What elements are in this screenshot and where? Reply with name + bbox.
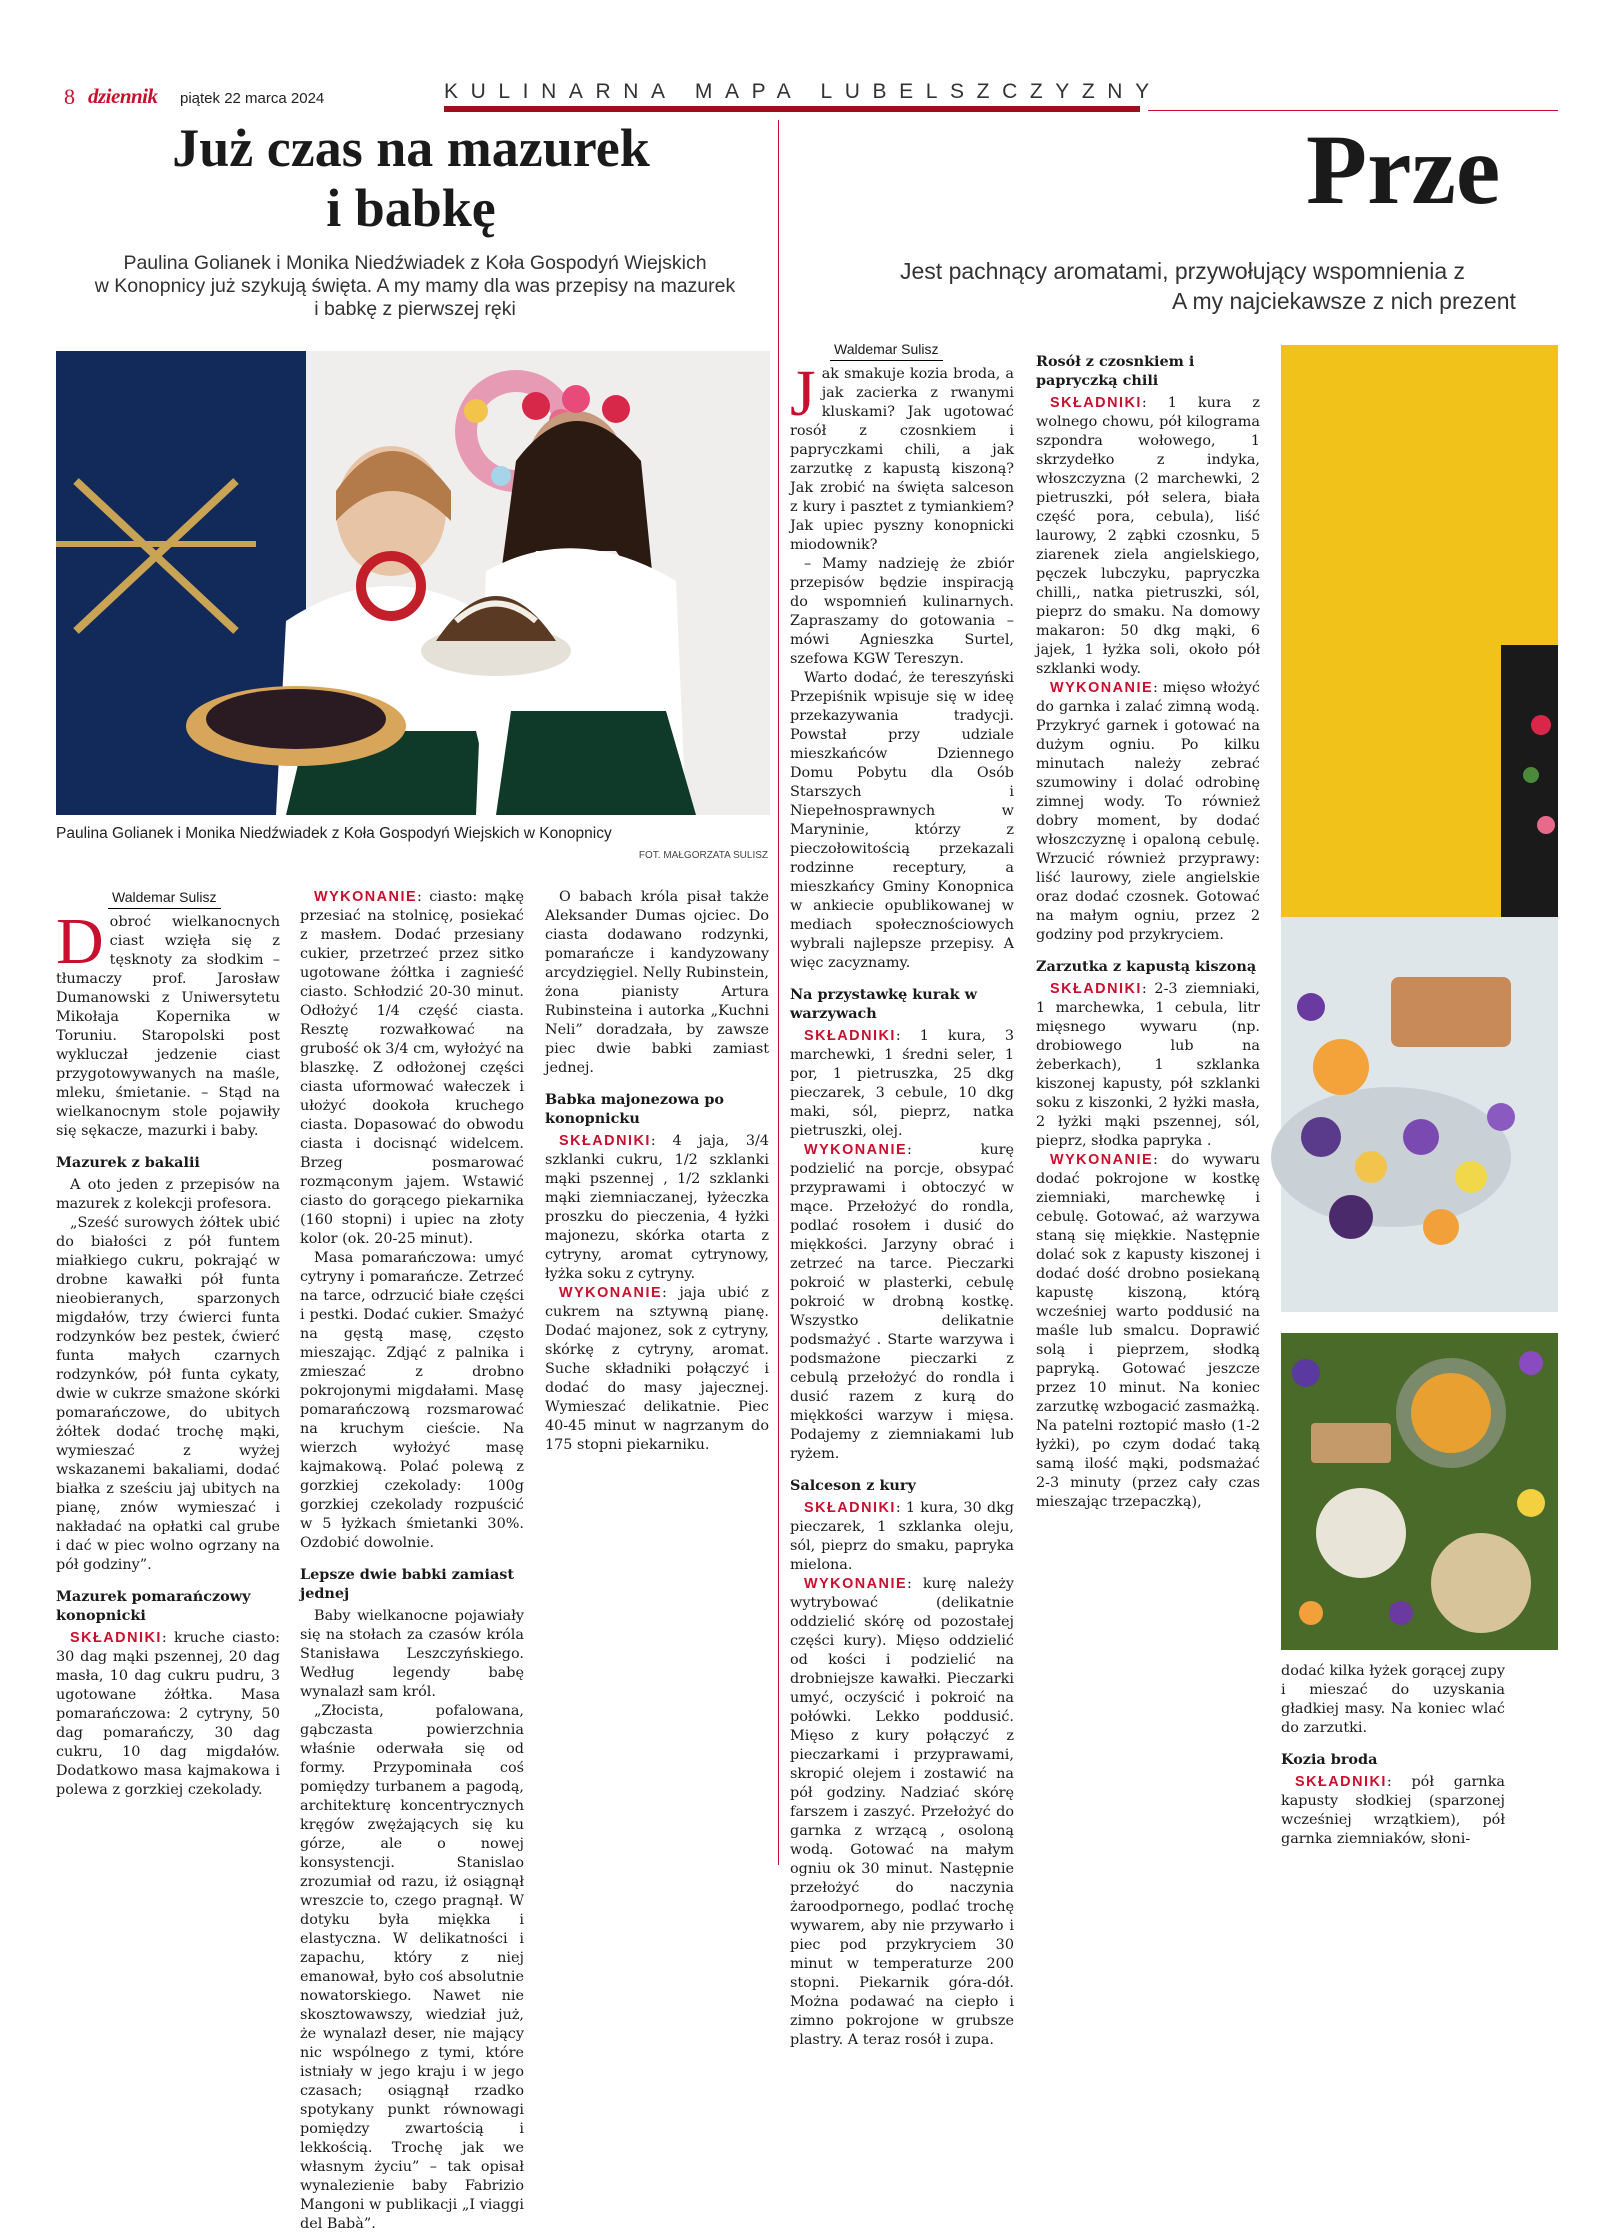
recipe-ingredients: : 1 kura, 3 marchewki, 1 średni seler, 1 por, 1 pietruszka, 25 dkg pieczarek, 3 cebule, 10 dkg maki, sól, pieprz, natka pietruszki, olej. [790,1028,1014,1139]
text-column [300,888,524,2234]
recipe-steps: : kurę należy wytrybować (delikatnie oddzielić skórę od pozostałej części kury). Mięso oddzielić od kości i podzielić na drobniejsze kawałki. Pieczarki umyć, oczyścić i pokroić na połówki. Lekko poddusić. Mięso z kury połączyć z pieczarkami i przyprawami, skropić olejem i zostawić na pół godziny. Nadziać skórę farszem i zaszyć. Przełożyć do garnka z wrzącą , osoloną wodą. Gotować na małym ogniu ok 30 minut. Następnie przełożyć do naczynia żaroodpornego, podlać trochę wywarem, aby nie przywarło i piec pod przykryciem 30 minut w temperaturze 200 stopni. Piekarnik góra-dół. Można podawać na ciepło i zimno pokrojone w grubsze plastry. A teraz rosół i zupa. [790,1576,1014,2048]
headline-line: i babkę [326,178,496,238]
photo-yellow-portrait [1281,345,1558,917]
subheading: Salceson z kury [790,1477,916,1494]
subheading: Na przystawkę kurak w warzywach [790,986,977,1022]
text-column [1036,340,1260,1512]
paragraph: Masa pomarańczowa: umyć cytryny i pomarańcze. Zetrzeć na tarce, odrzucić białe części i pestki. Dodać cukier. Smażyć na gęstą masę, często mieszając. Zdjąć z palnika i zmieszać z drobno pokrojonymi migdałami. Masę pomarańczową rozsmarować na kruchym cieście. Na wierzch wyłożyć masę kajmakową. Polać polewą z gorzkiej czekolady: 100g gorzkiej czekolady rozpuścić w 5 łyżkach śmietanki 30%. Ozdobić dowolnie. [300,1250,524,1551]
paragraph: Warto dodać, że tereszyński Przepiśnik wpisuje się w ideę przekazywania tradycji. Powstał przy udziale mieszkańców Dziennego Domu Pobytu dla Osób Starszych i Niepełnosprawnych w Maryninie, którzy z pieczołowitością przekazali rodzinne receptury, a mieszkańcy Gminy Konopnica w ankiecie opublikowanej w mediach społecznościowych wybrali najlepsze przepisy. A więc zacyznamy. [790,670,1014,971]
keyword-label: SKŁADNIKI [70,1630,162,1646]
photo-caption: Paulina Golianek i Monika Niedźwiadek z Koła Gospodyń Wiejskich w Konopnicy [56,825,612,842]
keyword-label: WYKONANIE [314,889,418,905]
recipe-ingredients: : pół garnka kapusty słodkiej (sparzonej wcześniej wrzątkiem), pół garnka ziemniaków, słoni- [1281,1774,1505,1847]
intro-text: obroć wielkanocnych ciast wzięła się z tęsknoty za słodkim – tłumaczy prof. Jarosław Dumanowski z Uniwersytetu Mikołaja Kopernika w Toruniu. Staropolski post wykluczał jedzenie ciast przygotowywanych na maśle, mleku, śmietanie. – Stąd na wielkanocnym stole pojawiły się sękacze, mazurki i baby. [56,914,280,1139]
subheading: Kozia broda [1281,1751,1378,1768]
keyword-label: SKŁADNIKI [804,1028,896,1044]
keyword-label: WYKONANIE [804,1576,908,1592]
byline: Waldemar Sulisz [830,340,943,361]
recipe-steps: : jaja ubić z cukrem na sztywną pianę. Dodać majonez, sok z cytryny, skórkę z cytryny, aromat. Suche składniki połączyć i dodać do masy jajecznej. Wymieszać delikatnie. Piec 40-45 minut w nagrzanym do 175 stopni piekarniku. [545,1285,769,1453]
section-rule [444,106,1140,112]
paragraph: Baby wielkanocne pojawiały się na stołach za czasów króla Stanisława Leszczyńskiego. Według legendy babę wynalazł sam król. [300,1608,524,1700]
headline-line: Już czas na mazurek [172,118,650,178]
paragraph: „Sześć surowych żółtek ubić do białości z pół funtem miałkiego cukru, pokrająć w drobne kawałki pół funta nieobieranych, sparzonych migdałów, trzy ćwierci funta rodzynków bez pestek, ćwierć funta małych czarnych rodzynków, pół funta cykaty, dwie w cukrze smażone skórki pomarańczowe, do ubitych żółtek dodać trochę mąki, wymieszać z wyżej wskazanemi bakaliami, dodać białka z sześciu jaj ubitych na pianę, znów wymieszać i nakładać na opłatki cal grube i dać w piec wolno ogrzany na pół godziny”. [56,1215,280,1573]
keyword-label: SKŁADNIKI [1050,395,1142,411]
lede-line: Jest pachnący aromatami, przywołujący wspomnienia z [900,258,1466,284]
recipe-ingredients: : 1 kura, 30 dkg pieczarek, 1 szklanka oleju, sól, pieprz do smaku, papryka mielona. [790,1500,1014,1573]
lede-line: w Konopnicy już szykują święta. A my mamy dla was przepisy na mazurek [94,275,736,297]
newspaper-logo: dziennik [88,84,158,108]
keyword-label: SKŁADNIKI [1050,981,1142,997]
keyword-label: WYKONANIE [559,1285,663,1301]
byline: Waldemar Sulisz [108,888,221,909]
paragraph: dodać kilka łyżek gorącej zupy i mieszać do uzyskania gładkiej masy. Na koniec wlać do zarzutki. [1281,1663,1505,1736]
subheading: Lepsze dwie babki zamiast jednej [300,1566,515,1602]
subheading: Mazurek z bakalii [56,1154,200,1171]
keyword-label: WYKONANIE [1050,1152,1154,1168]
recipe-steps: : kurę podzielić na porcje, obsypać przyprawami i obtoczyć w mące. Przełożyć do rondla, podlać rosołem i dusić do miękkości. Jarzyny obrać i zetrzeć na tarce. Pieczarki pokroić w plasterki, cebulę pokroić w drobną kostkę. Wszystko delikatnie podsmażyć . Starte warzywa i podsmażone pieczarki z cebulą przełożyć do rondla i dusić razem z kurą do miękkości warzyw i mięsa. Podajemy z ziemniakami lub ryżem. [790,1142,1014,1462]
subheading: Zarzutka z kapustą kiszoną [1036,958,1257,975]
recipe-steps: : do wywaru dodać pokrojone w kostkę ziemniaki, marchewkę i cebulę. Gotować, aż warzywa staną się miękkie. Następnie dolać sok z kapusty kiszonej i dodać dość drobno posiekaną kapustę kiszoną, którą wcześniej warto poddusić na maśle lub smalcu. Doprawić solą i pieprzem, słodką papryką. Gotować jeszcze przez 10 minut. Na koniec zarzutkę wzbogacić zasmażką. Na patelni roztopić masło (1-2 łyżki), po czym dodać taką samą ilość mąki, podsmażać 2-3 minuty (przez cały czas mieszając trzepaczką), [1036,1152,1260,1510]
recipe-ingredients: : 1 kura z wolnego chowu, pół kilograma szpondra wołowego, 1 skrzydełko z indyka, włoszczyzna (2 marchewki, 2 pietruszki, pół selera, biała część pora, cebula), liść laurowy, 2 ząbki czosnku, 5 ziarenek ziela angielskiego, pęczek lubczyku, papryczka chilli,, natka pietruszki, sól, pieprz do smaku. Na domowy makaron: 50 dkg mąki, 6 jajek, 1 łyżka soli, około pół szklanki wody. [1036,395,1260,677]
keyword-label: SKŁADNIKI [804,1500,896,1516]
article-headline [56,118,766,238]
keyword-label: SKŁADNIKI [1295,1774,1387,1790]
paragraph: O babach króla pisał także Aleksander Dumas ojciec. Do ciasta dodawano rodzynki, pomarańcze i kandyzowany arcydzięgiel. Nelly Rubinstein, żona pianisty Artura Rubinsteina i autorka „Kuchni Neli” doradzała, by zawsze piec dwie babki zamiast jednej. [545,889,769,1076]
page-divider [778,120,779,1865]
recipe-ingredients: : kruche ciasto: 30 dag mąki pszennej, 20 dag masła, 10 dag cukru pudru, 3 ugotowane żółtka. Masa pomarańczowa: 2 cytryny, 50 dag pomarańczy, 30 dag cukru, 10 dag migdałów. Dodatkowo masa kajmakowa i polewa z gorzkiej czekolady. [56,1630,280,1798]
lede-line: Paulina Golianek i Monika Niedźwiadek z Koła Gospodyń Wiejskich [123,252,707,274]
paragraph: „Złocista, pofalowana, gąbczasta powierzchnia właśnie oderwała się od formy. Przypominała coś pomiędzy turbanem a pagodą, architekturę koncentrycznych kręgów zwężających się ku górze, ale o nowej konsystencji. Stanislao zrozumiał od razu, iż osiągnął wreszcie to, czego pragnął. W dotyku była miękka i elastyczna. W delikatności i zapachu, który z niej emanował, było coś absolutnie nowatorskiego. Nawet nie skosztowawszy, wiedział już, że wynalazł deser, nie mający nic wspólnego z tymi, które istniały w jego kraju i w jego czasach; osiągnął rzadko spotykany punkt równowagi pomiędzy zwartością i lekkością. Trochę jak we własnym życiu” – tak opisał wynalezienie baby Fabrizio Mangoni w publikacji „I viaggi del Babà”. [300,1703,524,2232]
photo-flower-food [1281,917,1558,1312]
article-headline-2: Prze [1306,114,1501,225]
intro-text: ak smakuje kozia broda, a jak zacierka z rwanymi kluskami? Jak ugotować rosół z czosnkiem i papryczkami chili, a jak zarzutkę z kapustą kiszoną? Jak zrobić na święta salceson z kury i pasztet z tymiankiem? Jak upiec pyszny konopnicki miodownik? [790,366,1014,553]
drop-cap: J [790,357,816,430]
keyword-label: WYKONANIE [1050,680,1154,696]
article-lede-2 [900,256,1600,316]
header-rule [1148,110,1558,111]
subheading: Mazurek pomarańczowy konopnicki [56,1588,251,1624]
text-column [56,888,280,1800]
section-title: KULINARNA MAPA LUBELSZCZYZNY [444,80,1162,103]
keyword-label: SKŁADNIKI [559,1133,651,1149]
article-lede [70,252,760,321]
issue-date: piątek 22 marca 2024 [180,90,325,107]
keyword-label: WYKONANIE [804,1142,908,1158]
lede-line: i babkę z pierwszej ręki [314,298,516,320]
paragraph: A oto jeden z przepisów na mazurek z kolekcji profesora. [56,1177,280,1212]
recipe-ingredients: : 4 jaja, 3/4 szklanki cukru, 1/2 szklanki mąki pszennej , 1/2 szklanki mąki ziemniaczanej, łyżeczka proszku do pieczenia, 4 łyżki majonezu, skórka otarta z cytryny, aromat cytrynowy, łyżka soku z cytryny. [545,1133,769,1282]
subheading: Babka majonezowa po konopnicku [545,1091,724,1127]
page-number: 8 [64,84,75,109]
text-column [1281,1662,1505,1849]
paragraph: – Mamy nadzieję że zbiór przepisów będzie inspiracją do wspomnień kulinarnych. Zapraszamy do gotowania – mówi Agnieszka Surtel, szefowa KGW Tereszyn. [790,556,1014,667]
photo-table-dishes [1281,1333,1558,1650]
lede-line: A my najciekawsze z nich prezent [1172,288,1516,314]
text-column [545,888,769,1455]
recipe-steps: : ciasto: mąkę przesiać na stolnicę, posiekać z masłem. Dodać przesiany cukier, przetrzeć przez sitko ugotowane żółtka i zagnieść ciasto. Schłodzić 20-30 minut. Odłożyć 1/4 część ciasta. Resztę rozwałkować na grubość ok 3/4 cm, wyłożyć na blaszkę. Z odłożonej części ciasta uformować wałeczek i ułożyć dookoła kruchego ciasta. Dopasować do obwodu ciasta i docisnąć widelcem. Brzeg posmarować rozmąconym jajem. Wstawić ciasto do gorącego piekarnika (160 stopni) i upiec na złoty kolor (ok. 20-25 minut). [300,889,524,1247]
photo-credit: FOT. MAŁGORZATA SULISZ [638,850,768,861]
subheading: Rosół z czosnkiem i papryczką chili [1036,353,1195,389]
photo-two-women-with-cakes [56,351,770,815]
drop-cap: D [56,905,104,978]
text-column [790,340,1014,2050]
recipe-ingredients: : 2-3 ziemniaki, 1 marchewka, 1 cebula, litr mięsnego wywaru (np. drobiowego lub na żeberkach), 1 szklanka kiszonej kapusty, pół szklanki soku z kiszonki, 2 łyżki masła, 2 łyżki mąki pszennej, sól, pieprz, słodka papryka . [1036,981,1260,1149]
recipe-steps: : mięso włożyć do garnka i zalać zimną wodą. Przykryć garnek i gotować na dużym ogniu. Po kilku minutach należy zebrać szumowiny i dolać odrobinę zimnej wody. To również dobry moment, by dodać włoszczyznę i opaloną cebulę. Wrzucić również przyprawy: liść laurowy, ziele angielskie oraz dodać czosnek. Gotować na małym ogniu, przez 2 godziny pod przykryciem. [1036,680,1260,943]
